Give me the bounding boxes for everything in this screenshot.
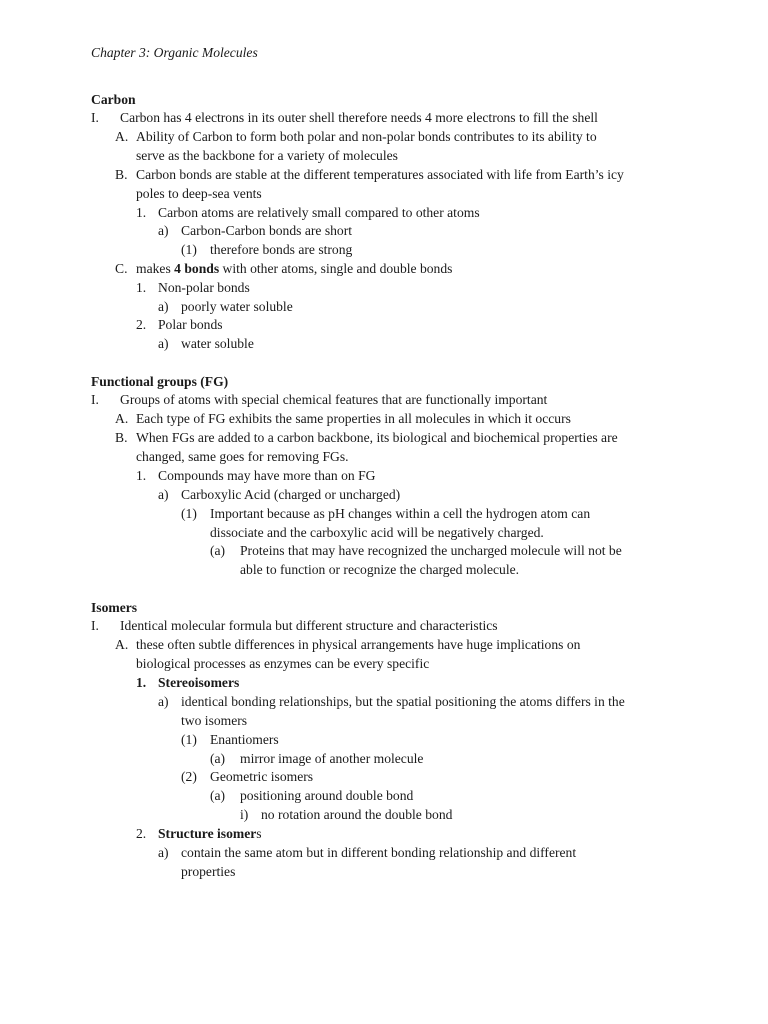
list-marker: 2. [136,826,147,841]
bold-text: Structure isomer [158,826,257,841]
list-item-text: water soluble [181,336,254,351]
list-marker: 1. [136,675,147,690]
text-run: with other atoms, single and double bonds [219,261,453,276]
list-marker: 2. [136,317,147,332]
list-item-text: Important because as pH changes within a cell the hydrogen atom can [210,506,591,521]
list-item-text: two isomers [181,713,248,728]
list-item-text: When FGs are added to a carbon backbone, its biological and biochemical properties are [136,430,618,445]
list-marker: a) [158,299,169,314]
list-item-text: Geometric isomers [210,769,314,784]
list-marker: a) [158,223,169,238]
list-marker: i) [240,807,249,822]
list-item-text: Carbon-Carbon bonds are short [181,223,353,238]
list-marker: a) [158,845,169,860]
list-item-text: mirror image of another molecule [240,751,424,766]
list-item-text [136,260,452,278]
list-marker: B. [115,167,128,182]
list-item-text: able to function or recognize the charged molecule. [240,562,520,577]
list-marker: I. [91,618,99,633]
list-item-text: these often subtle differences in physical arrangements have huge implications on [136,637,581,652]
list-marker: C. [115,261,128,276]
list-item-text: Carbon bonds are stable at the different temperatures associated with life from Earth’s icy [136,167,624,182]
bold-text: 4 bonds [174,261,220,276]
list-item-text: identical bonding relationships, but the spatial positioning the atoms differs in the [181,694,625,709]
list-item-text: therefore bonds are strong [210,242,353,257]
list-item-text: Identical molecular formula but different structure and characteristics [120,618,498,633]
list-marker: (1) [181,242,197,257]
list-marker: A. [115,129,129,144]
list-item-text: Proteins that may have recognized the uncharged molecule will not be [240,543,622,558]
list-marker: B. [115,430,128,445]
list-item-text: properties [181,864,236,879]
list-item-text: poles to deep-sea vents [136,186,262,201]
list-item-text: Compounds may have more than on FG [158,468,376,483]
section-heading-functional-groups: Functional groups (FG) [91,374,229,389]
text-run: makes [136,261,175,276]
text-run: s [256,826,262,841]
list-marker: 1. [136,205,147,220]
list-item-text: Non-polar bonds [158,280,250,295]
list-item-text: poorly water soluble [181,299,293,314]
list-marker: A. [115,411,129,426]
list-marker: a) [158,694,169,709]
list-item-text: Stereoisomers [158,675,240,690]
section-heading-carbon: Carbon [91,92,136,107]
list-item-text: Polar bonds [158,317,223,332]
list-marker: (1) [181,506,197,521]
list-marker: (1) [181,732,197,747]
list-item-text: Carbon atoms are relatively small compared to other atoms [158,205,480,220]
list-item-text: Carboxylic Acid (charged or uncharged) [181,487,401,502]
chapter-header: Chapter 3: Organic Molecules [91,45,258,60]
list-item-text: dissociate and the carboxylic acid will be negatively charged. [210,525,544,540]
list-item-text: Each type of FG exhibits the same properties in all molecules in which it occurs [136,411,571,426]
list-marker: a) [158,487,169,502]
list-item-text: Groups of atoms with special chemical features that are functionally important [120,392,548,407]
list-marker: 1. [136,468,147,483]
list-item-text: positioning around double bond [240,788,414,803]
list-item-text: changed, same goes for removing FGs. [136,449,349,464]
list-marker: A. [115,637,129,652]
list-marker: (a) [210,543,226,558]
list-item-text: Enantiomers [210,732,279,747]
list-marker: I. [91,392,99,407]
list-item-text: Carbon has 4 electrons in its outer shell therefore needs 4 more electrons to fill the shell [120,110,598,125]
list-item-text: Ability of Carbon to form both polar and non-polar bonds contributes to its ability to [136,129,597,144]
list-item-text: serve as the backbone for a variety of molecules [136,148,398,163]
section-heading-isomers: Isomers [91,600,138,615]
list-marker: (2) [181,769,197,784]
list-item-text: no rotation around the double bond [261,807,453,822]
list-marker: I. [91,110,99,125]
list-marker: a) [158,336,169,351]
list-item-text: biological processes as enzymes can be every specific [136,656,430,671]
list-marker: (a) [210,788,226,803]
list-item-text [158,825,262,843]
list-marker: (a) [210,751,226,766]
list-marker: 1. [136,280,147,295]
list-item-text: contain the same atom but in different bonding relationship and different [181,845,577,860]
